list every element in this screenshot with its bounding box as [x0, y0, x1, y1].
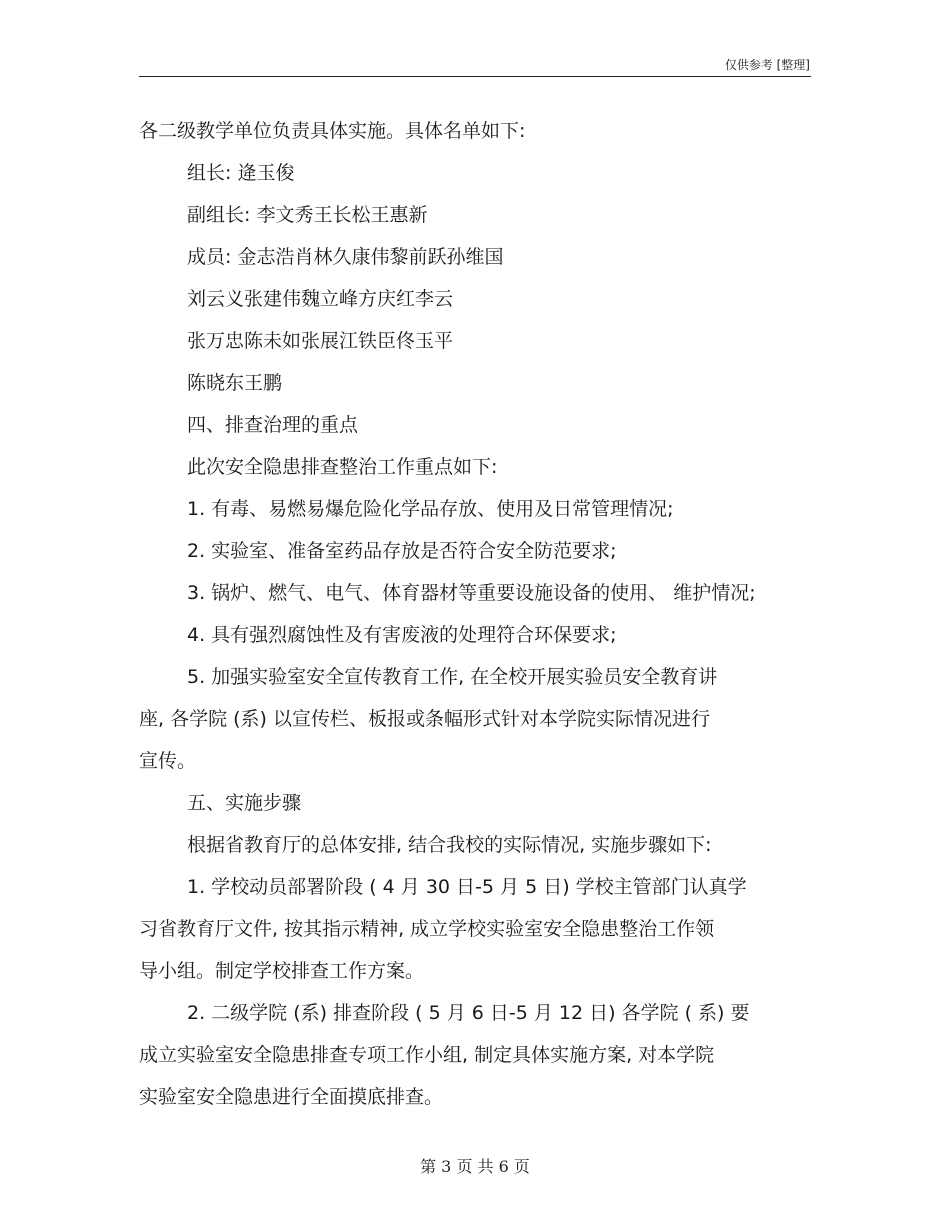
body-line: 成员: 金志浩肖林久康伟黎前跃孙维国: [187, 246, 504, 268]
body-line: 各二级教学单位负责具体实施。具体名单如下:: [139, 120, 526, 142]
body-line: 副组长: 李文秀王长松王惠新: [187, 204, 428, 226]
body-line: 五、实施步骤: [187, 792, 302, 814]
body-line: 1. 学校动员部署阶段 ( 4 月 30 日-5 月 5 日) 学校主管部门认真学: [187, 876, 747, 898]
body-line: 2. 二级学院 (系) 排查阶段 ( 5 月 6 日-5 月 12 日) 各学院 ( 系) 要: [187, 1002, 750, 1024]
body-line: 此次安全隐患排查整治工作重点如下:: [187, 456, 498, 478]
body-line: 导小组。制定学校排查工作方案。: [139, 960, 425, 982]
body-line: 3. 锅炉、燃气、电气、体育器材等重要设施设备的使用、 维护情况;: [187, 582, 756, 604]
page-number: 第 3 页 共 6 页: [420, 1157, 530, 1176]
body-line: 陈晓东王鹏: [187, 372, 283, 394]
body-line: 张万忠陈未如张展江铁臣佟玉平: [187, 330, 454, 352]
body-line: 2. 实验室、准备室药品存放是否符合安全防范要求;: [187, 540, 617, 562]
body-line: 1. 有毒、易燃易爆危险化学品存放、使用及日常管理情况;: [187, 498, 674, 520]
body-line: 四、排查治理的重点: [187, 414, 359, 436]
body-line: 实验室安全隐患进行全面摸底排查。: [139, 1086, 444, 1108]
header-divider: [139, 76, 811, 77]
body-line: 宣传。: [139, 750, 197, 772]
body-line: 成立实验室安全隐患排查专项工作小组, 制定具体实施方案, 对本学院: [139, 1044, 715, 1066]
body-line: 习省教育厅文件, 按其指示精神, 成立学校实验室安全隐患整治工作领: [139, 918, 715, 940]
body-line: 刘云义张建伟魏立峰方庆红李云: [187, 288, 454, 310]
header-note: 仅供参考 [整理]: [724, 58, 810, 72]
body-line: 根据省教育厅的总体安排, 结合我校的实际情况, 实施步骤如下:: [187, 834, 712, 856]
body-line: 4. 具有强烈腐蚀性及有害废液的处理符合环保要求;: [187, 624, 617, 646]
body-line: 组长: 逄玉俊: [187, 162, 295, 184]
body-line: 5. 加强实验室安全宣传教育工作, 在全校开展实验员安全教育讲: [187, 666, 718, 688]
document-body: [139, 110, 819, 1118]
body-line: 座, 各学院 (系) 以宣传栏、板报或条幅形式针对本学院实际情况进行: [139, 708, 710, 730]
